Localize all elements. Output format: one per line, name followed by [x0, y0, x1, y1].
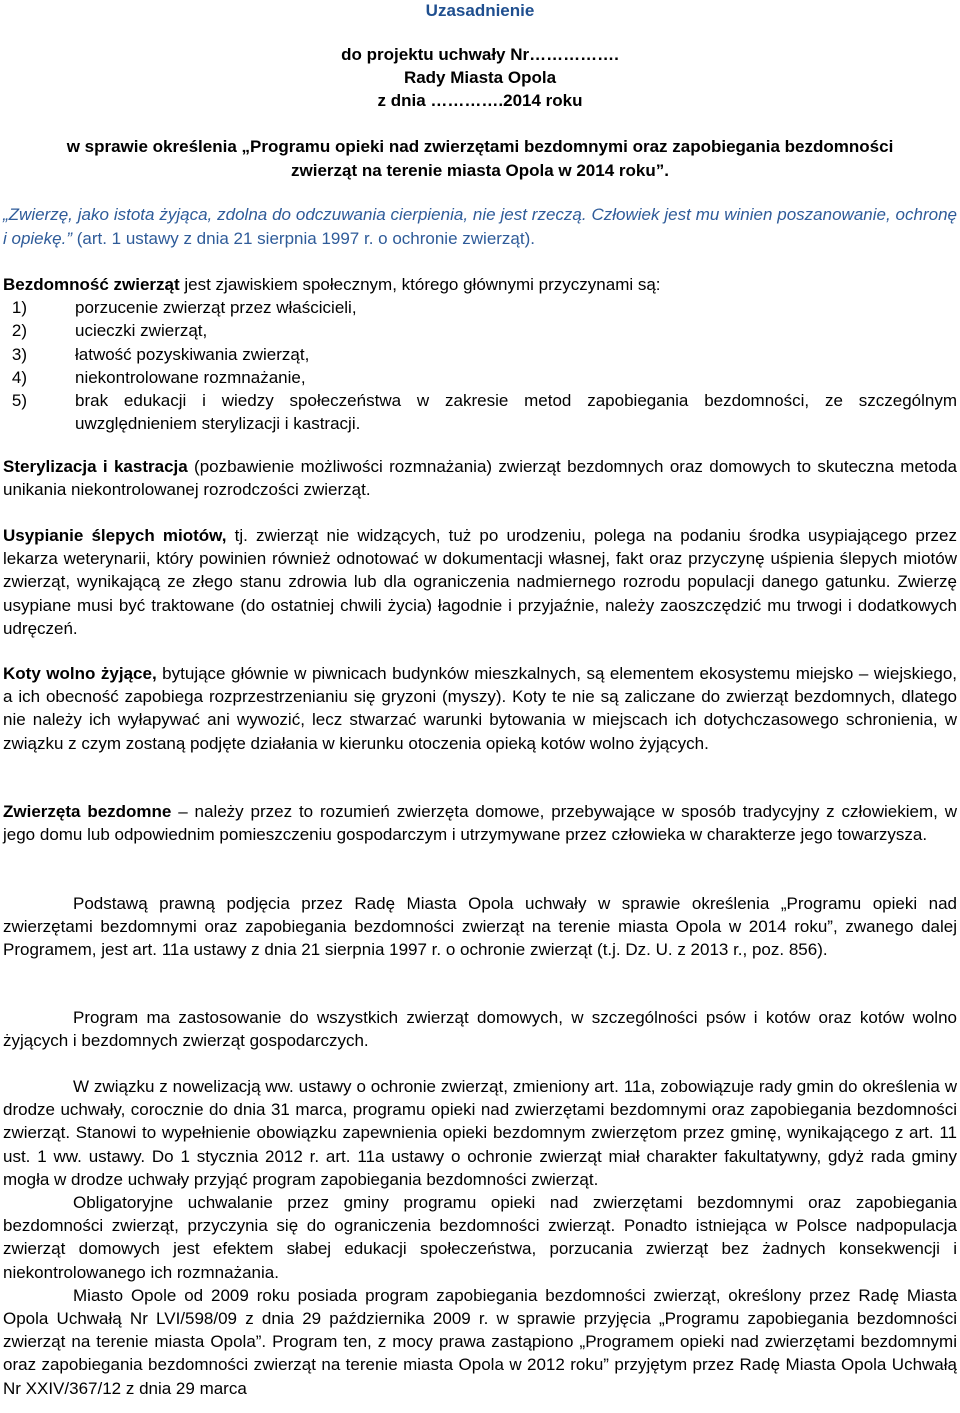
euthanasia-term: Usypianie ślepych miotów,	[3, 526, 227, 545]
history-paragraph: Miasto Opole od 2009 roku posiada program zapobiegania bezdomności zwierząt, określony przez Radę Miasta Opola Uchwałą Nr LVI/598/09 z dnia 29 października 2009 r. w sprawie przyjęcia „Programu zapobiegania bezdomności zwierząt na terenie miasta Opola”. Program ten, z mocy prawa zastąpiono „Programem opieki nad zwierzętami bezdomnymi oraz zapobiegania bezdomności zwierząt na terenie miasta Opola w 2012 roku” przyjętym przez Radę Miasta Opola Uchwałą Nr XXIV/367/12 z dnia 29 marca	[3, 1285, 957, 1398]
list-item	[3, 319, 957, 342]
list-item-number: 5)	[11, 391, 27, 411]
euthanasia-text: tj. zwierząt nie widzących, tuż po urodzeniu, polega na podaniu środka usypiającego przez lekarza weterynarii, który powinien również odnotować w dokumentacji własnej, fakt oraz przyczynę uśpienia ślepych miotów zwierząt, wynikającą ze złego stanu zdrowia lub dla ograniczenia nadmiernego rozrodu populacji danego gatunku. Zwierzę usypiane musi być traktowane (do ostatniej chwili życia) łagodnie i przyjaźnie, należy zaoszczędzić mu trwogi i dodatkowych udręczeń.	[3, 526, 957, 638]
free-cats-paragraph	[3, 662, 957, 755]
list-item	[3, 389, 957, 435]
quote-citation: (art. 1 ustawy z dnia 21 sierpnia 1997 r. o ochronie zwierząt).	[71, 228, 535, 248]
scope-paragraph: Program ma zastosowanie do wszystkich zwierząt domowych, w szczególności psów i kotów oraz kotów wolno żyjących i bezdomnych zwierząt gospodarczych.	[3, 1008, 957, 1051]
causes-list	[3, 296, 957, 435]
list-item-number: 4)	[11, 367, 27, 387]
list-item-text: ucieczki zwierząt,	[75, 321, 208, 341]
legal-basis-paragraph: Podstawą prawną podjęcia przez Radę Miasta Opola uchwały w sprawie określenia „Programu opieki nad zwierzętami bezdomnymi oraz zapobiegania bezdomności zwierząt na terenie miasta Opola w 2014 roku”, zwanego dalej Programem, jest art. 11a ustawy z dnia 21 sierpnia 1997 r. o ochronie zwierząt (t.j. Dz. U. z 2013 r., poz. 856).	[3, 894, 957, 960]
list-item	[3, 366, 957, 389]
sterilization-paragraph	[3, 455, 957, 501]
list-item	[3, 296, 957, 319]
homeless-animals-paragraph	[3, 800, 957, 846]
legal-basis-section	[3, 892, 957, 962]
list-item-number: 2)	[11, 321, 27, 341]
law-quote	[3, 203, 957, 250]
list-item	[3, 343, 957, 366]
resolution-subject: w sprawie określenia „Programu opieki nad zwierzętami bezdomnymi oraz zapobiegania bezdomności zwierząt na terenie miasta Opola w 2014 roku”.	[66, 137, 894, 180]
header-line-2: Rady Miasta Opola	[403, 68, 557, 87]
homelessness-intro	[3, 273, 957, 296]
sterilization-text: (pozbawienie możliwości rozmnażania) zwierząt bezdomnych oraz domowych to skuteczna metoda unikania niekontrolowanej rozrodczości zwierząt.	[3, 457, 957, 500]
scope-section	[3, 1006, 957, 1052]
list-item-text: łatwość pozyskiwania zwierząt,	[75, 344, 310, 364]
free-cats-term: Koty wolno żyjące,	[3, 664, 157, 683]
homelessness-text: jest zjawiskiem społecznym, którego głównymi przyczynami są:	[179, 275, 661, 294]
resolution-header	[0, 43, 960, 112]
amendment-section	[3, 1075, 957, 1400]
euthanasia-paragraph	[3, 524, 957, 640]
homeless-animals-text: – należy przez to rozumień zwierzęta domowe, przebywające w sposób tradycyjny z człowiekiem, w jego domu lub odpowiednim pomieszczeniu gospodarczym i utrzymywane przez człowieka w charakterze jego towarzysza.	[3, 802, 957, 845]
sterilization-term: Sterylizacja i kastracja	[3, 457, 188, 476]
sterilization-section	[3, 455, 957, 501]
list-item-number: 3)	[11, 344, 27, 364]
euthanasia-section	[3, 524, 957, 640]
free-cats-section	[3, 662, 957, 755]
list-item-text: niekontrolowane rozmnażanie,	[75, 367, 306, 387]
document-title: Uzasadnienie	[425, 1, 535, 20]
list-item-number: 1)	[11, 298, 27, 318]
homelessness-term: Bezdomność zwierząt	[3, 275, 180, 294]
homeless-animals-section	[3, 800, 957, 846]
homelessness-section	[3, 273, 957, 435]
homeless-animals-term: Zwierzęta bezdomne	[3, 802, 172, 821]
quote-italic: „Zwierzę, jako istota żyjąca, zdolna do odczuwania cierpienia, nie jest rzeczą. Człowiek jest mu winien poszanowanie, ochronę i opiekę.”	[3, 205, 957, 248]
obligation-paragraph: Obligatoryjne uchwalanie przez gminy programu opieki nad zwierzętami bezdomnymi oraz zapobiegania bezdomności zwierząt, przyczynia się do ograniczenia bezdomności zwierząt. Ponadto istniejąca w Polsce nadpopulacja zwierząt domowych jest efektem słabej edukacji społeczeństwa, porzucania zwierząt bez żadnych konsekwencji i niekontrolowanego ich rozmnażania.	[3, 1193, 957, 1282]
list-item-text: porzucenie zwierząt przez właścicieli,	[75, 298, 357, 318]
header-line-1: do projektu uchwały Nr…………….	[341, 45, 619, 64]
free-cats-text: bytujące głównie w piwnicach budynków mieszkalnych, są elementem ekosystemu miejsko – wiejskiego, a ich obecność zapobiega rozprzestrzenianiu się gryzoni (myszy). Koty te nie są zaliczane do zwierząt bezdomnych, dlatego nie należy ich wyłapywać ani wywozić, lecz stwarzać warunki bytowania w miejscach ich dotychczasowego schronienia, w związku z czym zostaną podjęte działania w kierunku otoczenia opieką kotów wolno żyjących.	[3, 664, 957, 753]
header-line-3: z dnia ………….2014 roku	[377, 91, 583, 110]
amendment-paragraph: W związku z nowelizacją ww. ustawy o ochronie zwierząt, zmieniony art. 11a, zobowiązuje rady gmin do określenia w drodze uchwały, corocznie do dnia 31 marca, programu opieki nad zwierzętami bezdomnymi oraz zapobiegania bezdomności zwierząt. Stanowi to wypełnienie obowiązku zapewnienia opieki bezdomnym zwierzętom przez gminę, wynikającego z art. 11 ust. 1 ww. ustawy. Do 1 stycznia 2012 r. art. 11a ustawy o ochronie zwierząt miał charakter fakultatywny, gdyż rada gminy mogła w drodze uchwały przyjąć program zapobiegania bezdomności zwierząt.	[3, 1077, 957, 1189]
list-item-text: brak edukacji i wiedzy społeczeństwa w zakresie metod zapobiegania bezdomności, ze szczególnym uwzględnieniem sterylizacji i kastracji.	[75, 391, 957, 434]
